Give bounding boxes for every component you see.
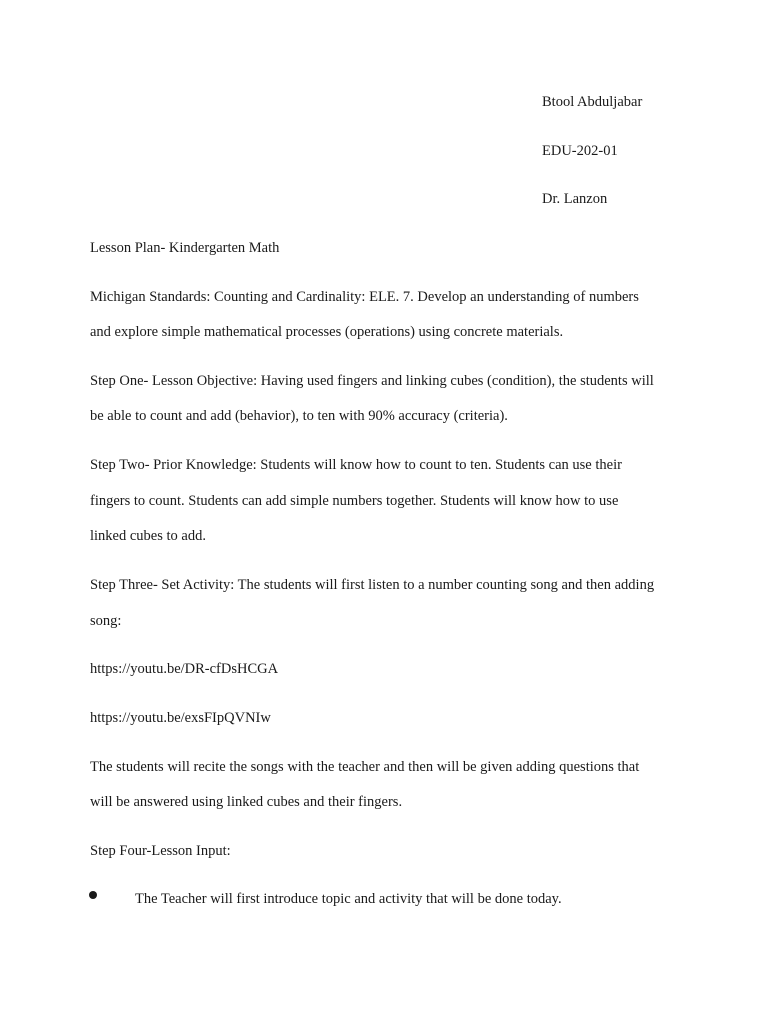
song-link-2: https://youtu.be/exsFIpQVNIw <box>90 710 271 726</box>
standards-line-2: and explore simple mathematical processes (operations) using concrete materials. <box>90 324 564 340</box>
step-one-line-2: be able to count and add (behavior), to ten with 90% accuracy (criteria). <box>90 408 508 424</box>
step-two-line-3: linked cubes to add. <box>90 528 206 544</box>
document-title: Lesson Plan- Kindergarten Math <box>90 240 280 256</box>
step-four-heading: Step Four-Lesson Input: <box>90 843 231 859</box>
instructor-name: Dr. Lanzon <box>542 191 608 207</box>
song-link-1: https://youtu.be/DR-cfDsHCGA <box>90 661 279 677</box>
bullet-icon <box>89 891 97 899</box>
step-one-line-1: Step One- Lesson Objective: Having used fingers and linking cubes (condition), the students will <box>90 373 654 389</box>
course-code: EDU-202-01 <box>542 143 618 159</box>
step-two-line-2: fingers to count. Students can add simple numbers together. Students will know how to use <box>90 493 619 509</box>
recite-line-2: will be answered using linked cubes and their fingers. <box>90 794 403 810</box>
step-four-bullet-1: The Teacher will first introduce topic and activity that will be done today. <box>135 891 562 907</box>
author-name: Btool Abduljabar <box>542 94 643 110</box>
step-two-line-1: Step Two- Prior Knowledge: Students will know how to count to ten. Students can use their <box>90 457 622 473</box>
standards-line-1: Michigan Standards: Counting and Cardinality: ELE. 7. Develop an understanding of numbers <box>90 289 639 305</box>
recite-line-1: The students will recite the songs with the teacher and then will be given adding questions that <box>90 759 640 775</box>
step-three-line-1: Step Three- Set Activity: The students will first listen to a number counting song and then adding <box>90 577 655 593</box>
step-three-line-2: song: <box>90 613 122 629</box>
